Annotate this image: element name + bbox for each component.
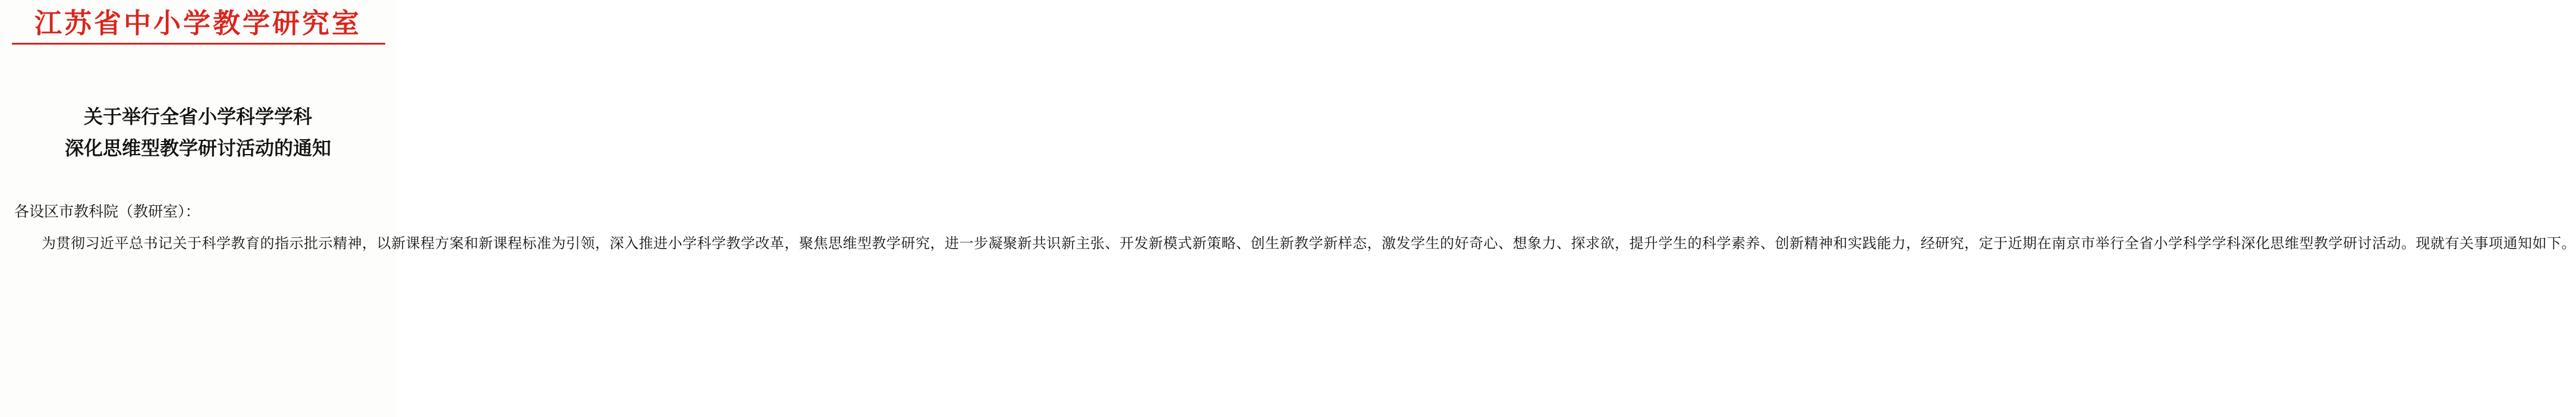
letterhead-rule	[12, 43, 385, 45]
body-paragraph: 为贯彻习近平总书记关于科学教育的指示批示精神，以新课程方案和新课程标准为引领，深入推进小学科学教学改革，聚焦思维型教学研究，进一步凝聚新共识新主张、开发新模式新策略、创生新教学新样态，激发学生的好奇心、想象力、探求欲，提升学生的科学素养、创新精神和实践能力，经研究，定于近期在南京市举行全省小学科学学科深化思维型教学研讨活动。现就有关事项通知如下。	[42, 235, 2576, 252]
salutation: 各设区市教科院（教研室）：	[14, 203, 200, 220]
notice-title-line-2: 深化思维型教学研讨活动的通知	[64, 137, 331, 159]
body-paragraph-container	[13, 230, 2576, 257]
notice-title-line-1: 关于举行全省小学科学学科	[83, 105, 312, 128]
letterhead-title: 江苏省中小学教学研究室	[34, 7, 361, 39]
